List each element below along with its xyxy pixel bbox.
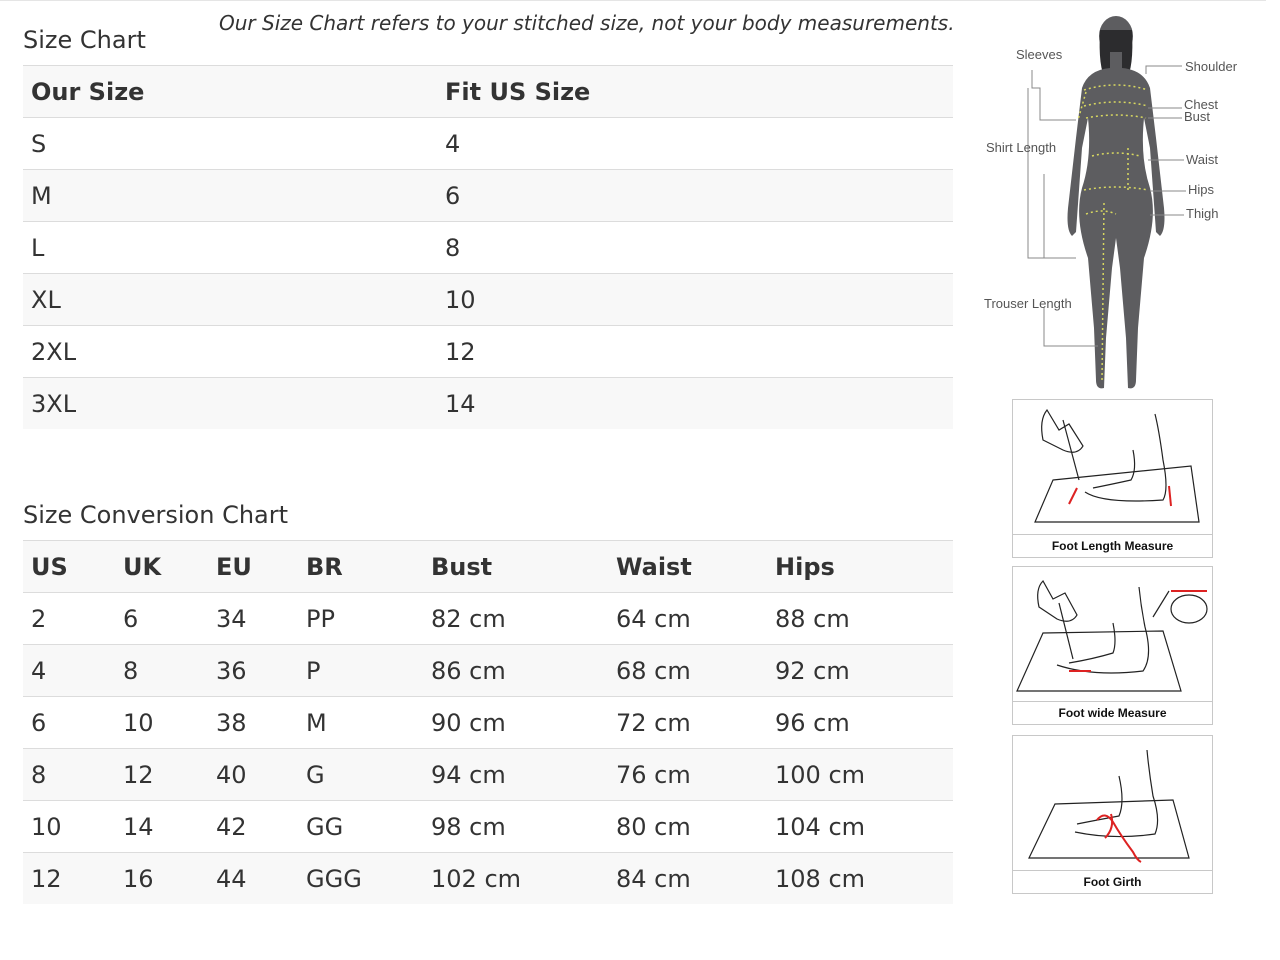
conversion-chart-cell: 14 [115,801,208,853]
woman-silhouette-icon [1068,16,1165,388]
size-chart-cell: S [23,118,437,170]
conversion-chart-cell: 88 cm [767,593,953,645]
conversion-chart-header-cell: UK [115,541,208,593]
conversion-chart-header-cell: Bust [423,541,608,593]
conversion-chart-cell: 40 [208,749,298,801]
conversion-chart-cell: 2 [23,593,115,645]
size-chart-title: Size Chart [23,26,146,54]
conversion-chart-cell: 92 cm [767,645,953,697]
conversion-chart-header-cell: US [23,541,115,593]
conversion-chart-title: Size Conversion Chart [23,501,289,529]
label-shirt-length: Shirt Length [986,140,1057,155]
size-chart-cell: 10 [437,274,953,326]
conversion-chart-cell: 96 cm [767,697,953,749]
size-chart-cell: 8 [437,222,953,274]
conversion-chart-cell: 82 cm [423,593,608,645]
conversion-chart-cell: G [298,749,423,801]
conversion-chart-cell: 42 [208,801,298,853]
label-hips: Hips [1188,182,1215,197]
size-chart-cell: 2XL [23,326,437,378]
size-chart-cell: 6 [437,170,953,222]
label-thigh: Thigh [1186,206,1219,221]
size-chart-cell: 4 [437,118,953,170]
conversion-chart-cell: 72 cm [608,697,767,749]
size-chart-cell: 3XL [23,378,437,430]
size-chart-row [23,274,953,326]
conversion-chart-cell: 108 cm [767,853,953,905]
conversion-chart-cell: 8 [115,645,208,697]
foot-wide-icon [1013,567,1212,701]
conversion-chart-cell: 12 [115,749,208,801]
conversion-chart-cell: 94 cm [423,749,608,801]
foot-girth-icon [1013,736,1212,870]
label-bust: Bust [1184,109,1211,124]
conversion-chart-cell: GGG [298,853,423,905]
conversion-chart-header-cell: EU [208,541,298,593]
conversion-chart-cell: PP [298,593,423,645]
label-chest: Chest [1184,97,1218,112]
conversion-chart-cell: 6 [23,697,115,749]
size-chart-table [23,65,953,429]
conversion-chart-header-cell: Hips [767,541,953,593]
conversion-chart-cell: 102 cm [423,853,608,905]
foot-wide-caption: Foot wide Measure [1013,701,1212,724]
conversion-chart-row [23,697,953,749]
conversion-chart-cell: 6 [115,593,208,645]
conversion-chart-cell: 84 cm [608,853,767,905]
conversion-chart-cell: 10 [115,697,208,749]
conversion-chart-row [23,593,953,645]
foot-length-caption: Foot Length Measure [1013,534,1212,557]
size-chart-cell: 14 [437,378,953,430]
conversion-chart-cell: 90 cm [423,697,608,749]
conversion-chart-row [23,645,953,697]
foot-girth-caption: Foot Girth [1013,870,1212,893]
size-chart-row [23,118,953,170]
size-chart-row [23,326,953,378]
conversion-chart-cell: 10 [23,801,115,853]
size-chart-note: Our Size Chart refers to your stitched size, not your body measurements. [219,11,955,35]
size-chart-header-cell: Fit US Size [437,66,953,118]
foot-wide-card [1012,566,1213,725]
conversion-chart-row [23,801,953,853]
conversion-chart-cell: 44 [208,853,298,905]
foot-girth-card [1012,735,1213,894]
conversion-chart-row [23,853,953,905]
conversion-chart-header-cell: Waist [608,541,767,593]
conversion-chart-cell: 86 cm [423,645,608,697]
label-sleeves: Sleeves [1016,47,1063,62]
size-chart-cell: M [23,170,437,222]
conversion-chart-cell: GG [298,801,423,853]
size-chart-row [23,222,953,274]
conversion-chart-cell: 64 cm [608,593,767,645]
conversion-chart-cell: 34 [208,593,298,645]
size-chart-header-row [23,66,953,118]
size-chart-row [23,378,953,430]
conversion-chart-cell: 104 cm [767,801,953,853]
foot-length-icon [1013,400,1212,534]
size-chart-cell: 12 [437,326,953,378]
label-shoulder: Shoulder [1185,59,1238,74]
conversion-chart-cell: M [298,697,423,749]
conversion-chart-header-cell: BR [298,541,423,593]
conversion-chart-cell: 8 [23,749,115,801]
conversion-chart-cell: 4 [23,645,115,697]
label-waist: Waist [1186,152,1219,167]
conversion-chart-cell: 16 [115,853,208,905]
conversion-chart-cell: 36 [208,645,298,697]
conversion-chart-cell: 98 cm [423,801,608,853]
conversion-chart-cell: 38 [208,697,298,749]
label-trouser-length: Trouser Length [984,296,1072,311]
size-chart-row [23,170,953,222]
foot-length-card [1012,399,1213,558]
conversion-chart-cell: 80 cm [608,801,767,853]
conversion-chart-row [23,749,953,801]
top-divider [0,0,1266,1]
size-chart-header-cell: Our Size [23,66,437,118]
conversion-chart-table [23,540,953,904]
conversion-chart-cell: 76 cm [608,749,767,801]
conversion-chart-cell: 100 cm [767,749,953,801]
body-measurement-figure [980,8,1245,393]
conversion-chart-cell: P [298,645,423,697]
size-chart-cell: L [23,222,437,274]
conversion-chart-cell: 12 [23,853,115,905]
size-chart-cell: XL [23,274,437,326]
conversion-chart-header-row [23,541,953,593]
conversion-chart-cell: 68 cm [608,645,767,697]
